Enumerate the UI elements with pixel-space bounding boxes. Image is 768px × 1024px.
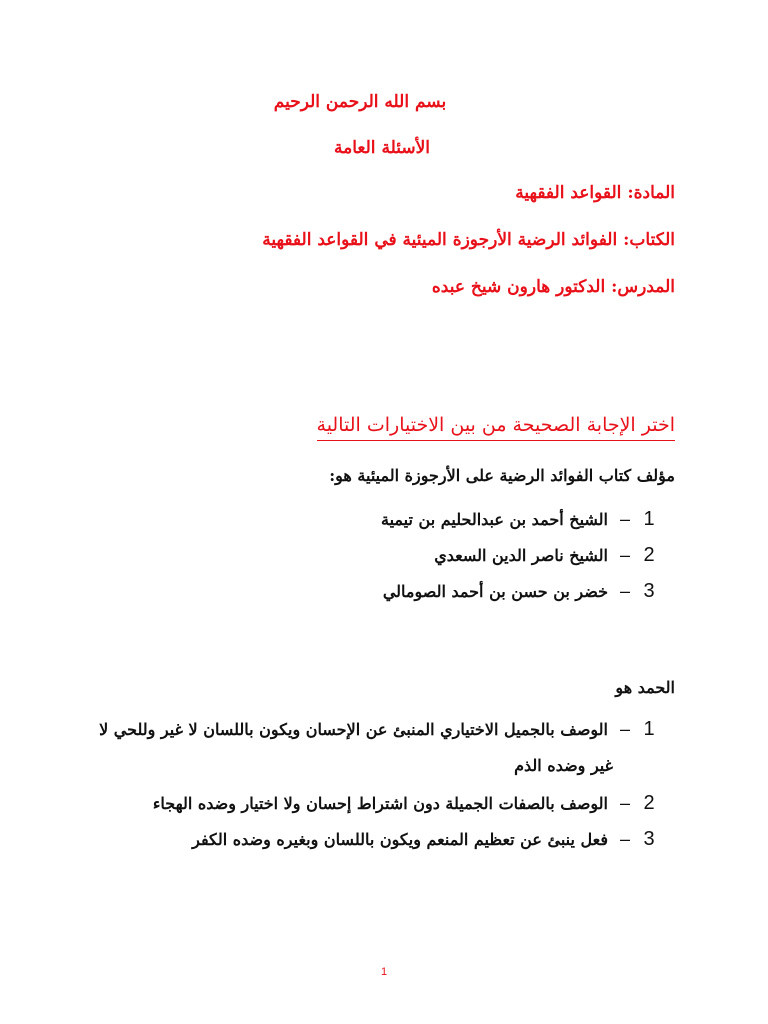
question-1-text: مؤلف كتاب الفوائد الرضية على الأرجوزة الميئية هو:	[329, 466, 675, 485]
option-number: 3	[643, 580, 655, 602]
option-number: 1	[643, 508, 655, 530]
option-text: خضر بن حسن بن أحمد الصومالي	[382, 582, 608, 601]
option-number: 2	[643, 792, 655, 814]
question-2-option-2	[153, 792, 658, 815]
option-text: الشيخ ناصر الدين السعدي	[434, 546, 608, 565]
basmala: بسم الله الرحمن الرحيم	[273, 92, 447, 112]
option-dash: –	[619, 793, 630, 813]
option-dash: –	[619, 581, 630, 601]
option-text: فعل ينبئ عن تعظيم المنعم ويكون باللسان وبغيره وضده الكفر	[192, 830, 608, 849]
instruction-heading	[317, 414, 675, 441]
option-dash: –	[619, 829, 630, 849]
option-number: 3	[643, 828, 655, 850]
instruction-text: اختر الإجابة الصحيحة من بين الاختيارات التالية	[316, 414, 675, 436]
option-dash: –	[619, 509, 630, 529]
option-text: الوصف بالصفات الجميلة دون اشتراط إحسان ولا اختيار وضده الهجاء	[152, 794, 608, 813]
option-number: 1	[643, 718, 655, 740]
question-2-text: الحمد هو	[615, 678, 675, 697]
question-1-option-1	[381, 508, 658, 531]
question-2-option-1	[99, 718, 658, 741]
question-1-option-3	[383, 580, 658, 603]
question-1-option-2	[434, 544, 658, 567]
option-dash: –	[619, 719, 630, 739]
option-number: 2	[643, 544, 655, 566]
subject-line: المادة: القواعد الفقهية	[515, 183, 675, 203]
option-text: الشيخ أحمد بن عبدالحليم بن تيمية	[381, 510, 608, 529]
book-line: الكتاب: الفوائد الرضية الأرجوزة الميئية في القواعد الفقهية	[262, 230, 675, 250]
question-2-option-3	[192, 828, 658, 851]
question-2-option-1-continuation: غير وضده الذم	[514, 756, 613, 775]
page-number: 1	[380, 966, 388, 978]
option-text: الوصف بالجميل الاختياري المنبئ عن الإحسان ويكون باللسان لا غير وللحي لا	[99, 720, 608, 739]
teacher-line: المدرس: الدكتور هارون شيخ عبده	[431, 277, 675, 297]
option-dash: –	[619, 545, 630, 565]
page-subtitle: الأسئلة العامة	[334, 138, 430, 158]
